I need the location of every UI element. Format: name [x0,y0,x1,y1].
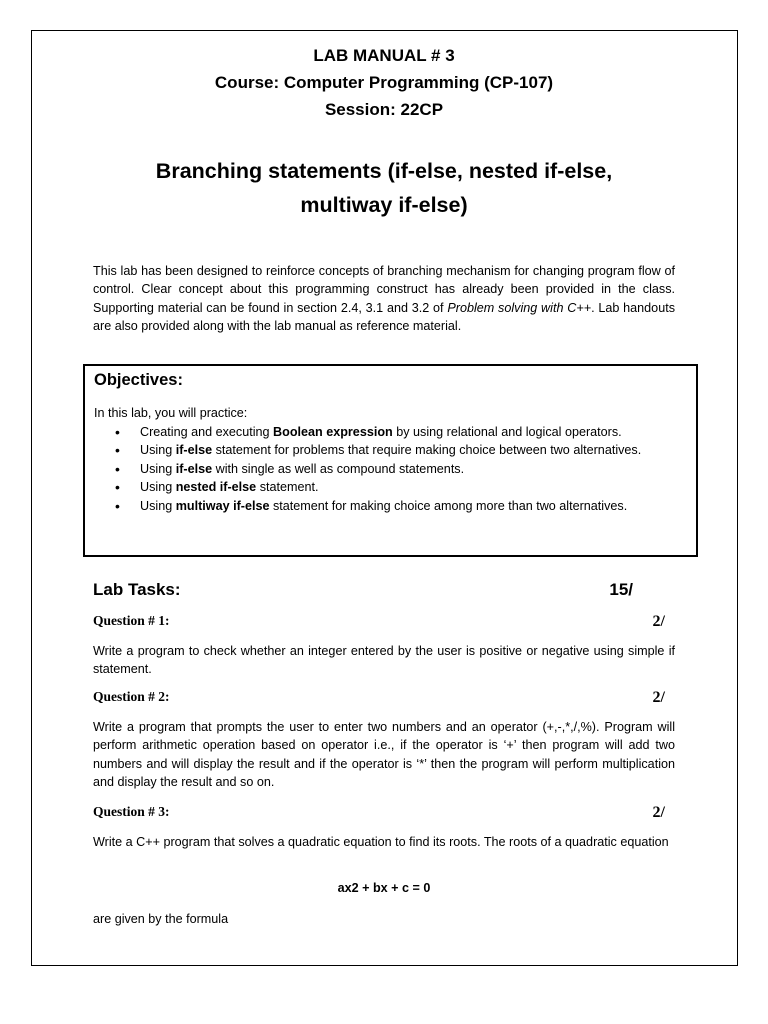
question-3-header [93,804,665,820]
objectives-lead: In this lab, you will practice: [94,406,248,420]
objective-text: statement. [256,480,319,495]
objective-keyword: nested if-else [175,480,257,495]
question-3-label: Question # 3: [93,804,170,819]
objective-item [94,478,677,496]
intro-book-title: Problem solving with C++ [447,300,592,315]
objective-text: statement for making choice among more than two alternatives. [269,498,628,513]
question-2-header [93,689,665,705]
objective-text: Using [140,480,176,495]
lab-tasks-total: 15/ [609,580,633,599]
question-1-text: Write a program to check whether an integer entered by the user is positive or negative using simple if statement. [93,644,675,677]
lab-title-line-2: multiway if-else) [300,193,468,217]
objective-text: Using [140,498,176,513]
course-name: Course: Computer Programming (CP-107) [214,73,554,92]
question-2-text: Write a program that prompts the user to enter two numbers and an operator (+,-,*,/,%). Program will perform arithmetic operation based on operator i.e., if the operator is ‘+’ then program will add two numbers and will display the result and if the operator is ‘*’ then the program will perform multiplication and display the result and so on. [93,720,675,790]
objective-item [94,497,677,515]
manual-number: LAB MANUAL # 3 [313,46,455,65]
objective-keyword: multiway if-else [175,498,270,513]
intro-text-end: . Lab handouts are also provided along with the lab manual as reference material. [93,300,675,334]
objective-keyword: if-else [175,443,213,458]
question-1-marks: 2/ [652,613,665,630]
lab-tasks-row [93,580,633,600]
session: Session: 22CP [324,100,444,119]
lab-tasks-heading: Lab Tasks: [93,580,181,599]
objective-text: by using relational and logical operators. [392,425,622,439]
objectives-heading: Objectives: [94,371,183,389]
objective-item [94,423,677,441]
intro-text: This lab has been designed to reinforce concepts of branching mechanism for changing program flow of control. Clear concept about this programming construct has already been provided in the class. Supporting material can be found in section 2.4, 3.1 and 3.2 of [93,264,675,315]
objective-keyword: if-else [175,461,213,476]
objective-text: Using [140,461,176,476]
question-3-marks: 2/ [652,804,665,821]
manual-header [93,42,675,123]
question-1-label: Question # 1: [93,613,170,628]
lab-title [93,154,675,222]
objective-text: Using [140,443,176,458]
objective-text: Creating and executing [140,425,274,439]
objective-keyword: Boolean expression [273,425,393,439]
question-1-header [93,613,665,629]
question-2-label: Question # 2: [93,689,170,704]
objective-item [94,460,677,478]
question-2-marks: 2/ [652,689,665,706]
objective-text: statement for problems that require making choice between two alternatives. [212,443,642,458]
intro-paragraph [93,262,675,336]
objectives-list [94,423,677,515]
objective-item [94,441,677,459]
objective-text: with single as well as compound statements. [212,461,465,476]
question-3-formula-lead: are given by the formula [93,912,229,926]
objectives-box [83,364,698,557]
lab-title-line-1: Branching statements (if-else, nested if-else, [155,159,613,183]
question-3-text: Write a C++ program that solves a quadratic equation to find its roots. The roots of a quadratic equation [93,835,669,849]
quadratic-equation: ax2 + bx + c = 0 [337,881,431,895]
